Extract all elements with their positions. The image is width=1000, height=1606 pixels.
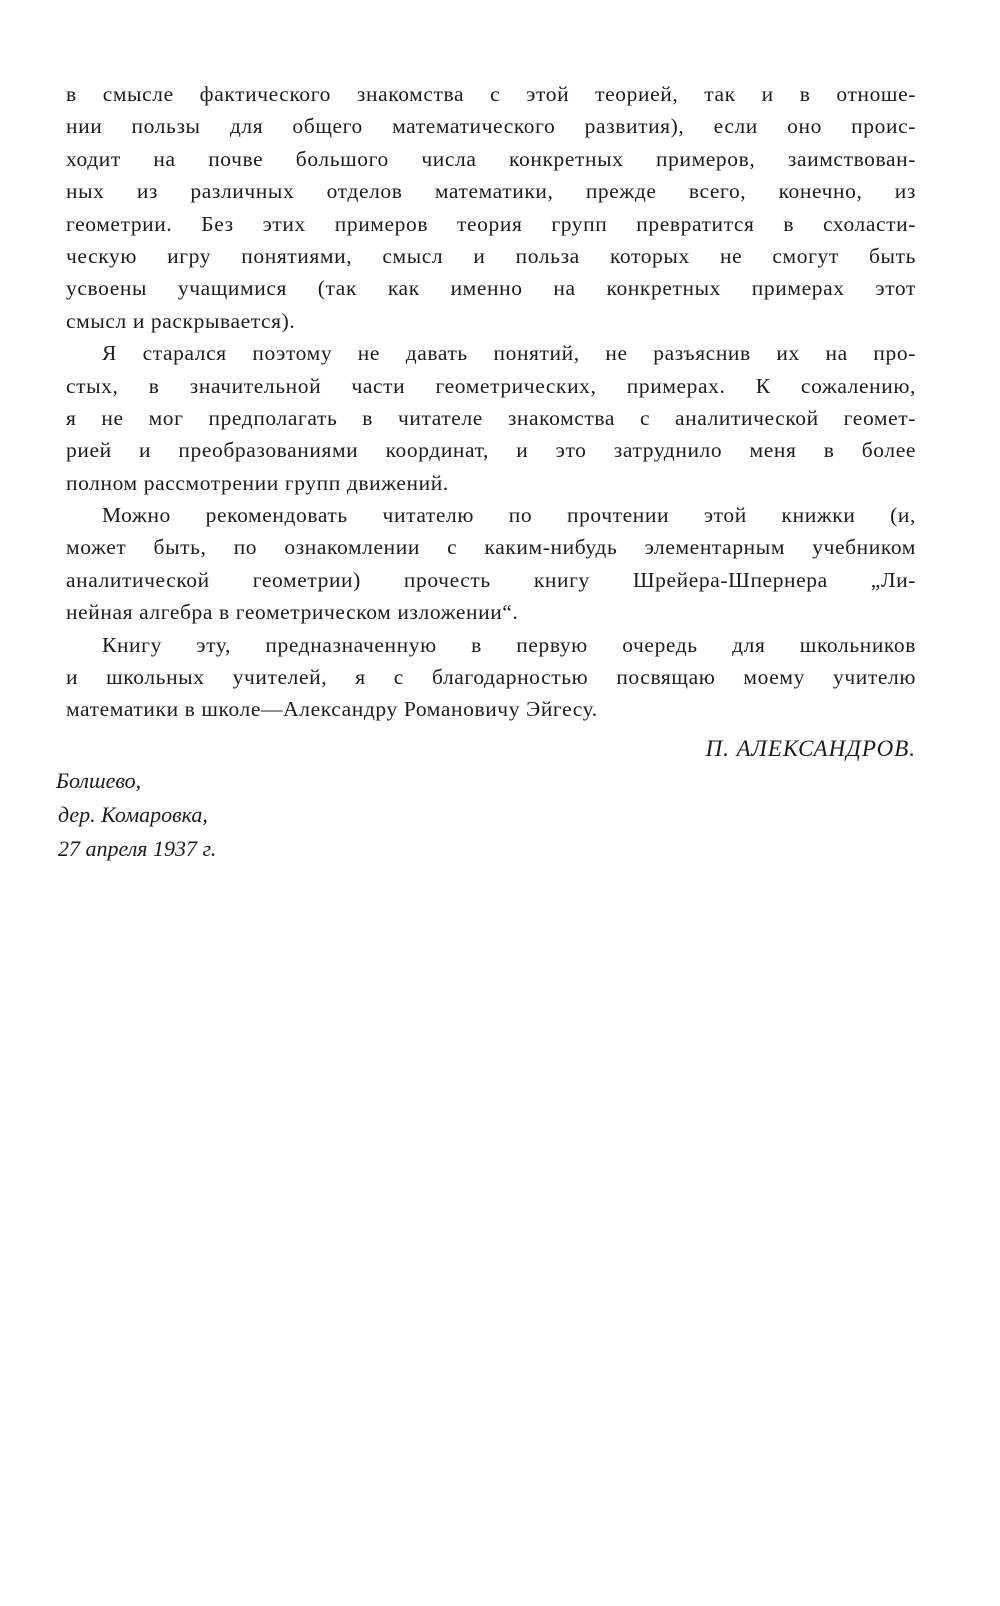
text-line: Можно рекомендовать читателю по прочтении этой книжки (и, <box>102 503 916 528</box>
text-line: рией и преобразованиями координат, и это затруднило меня в более <box>66 438 916 463</box>
text-line: ходит на почве большого числа конкретных примеров, заимствован- <box>66 146 916 171</box>
text-line: и школьных учителей, я с благодарностью посвящаю моему учителю <box>66 665 916 690</box>
text-line: ных из различных отделов математики, прежде всего, конечно, из <box>66 179 916 204</box>
preface-body <box>66 78 916 726</box>
date-line: 27 апреля 1937 г. <box>58 836 217 861</box>
text-line: усвоены учащимися (так как именно на конкретных примерах этот <box>66 276 916 301</box>
place-and-date <box>54 764 216 866</box>
text-line: геометрии. Без этих примеров теория групп превратится в схоласти- <box>66 211 916 236</box>
place-town: Болшево, <box>56 768 142 793</box>
text-line: полном рассмотрении групп движений. <box>66 470 449 495</box>
text-line: смысл и раскрывается). <box>66 308 296 333</box>
paragraph <box>66 78 916 337</box>
paragraph <box>66 337 916 499</box>
text-line: Я старался поэтому не давать понятий, не разъяснив их на про- <box>102 341 916 366</box>
text-line: аналитической геометрии) прочесть книгу Шрейера-Шпернера „Ли- <box>66 567 916 592</box>
text-line: нии пользы для общего математического развития), если оно проис- <box>66 114 916 139</box>
paragraph <box>66 499 916 629</box>
text-line: я не мог предполагать в читателе знакомства с аналитической геомет- <box>66 405 916 430</box>
text-line: Книгу эту, предназначенную в первую очередь для школьников <box>102 632 916 657</box>
paragraph <box>66 629 916 726</box>
text-line: ческую игру понятиями, смысл и польза которых не смогут быть <box>66 243 916 268</box>
text-line: в смысле фактического знакомства с этой теорией, так и в отноше- <box>66 82 916 106</box>
text-line: может быть, по ознакомлении с каким-нибудь элементарным учебником <box>66 535 916 560</box>
place-village: дер. Комаровка, <box>58 802 208 827</box>
text-line: математики в школе—Александру Романовичу Эйгесу. <box>66 697 598 722</box>
author-signature: П. АЛЕКСАНДРОВ. <box>705 736 916 761</box>
text-line: стых, в значительной части геометрических, примерах. К сожалению, <box>66 373 916 398</box>
text-line: нейная алгебра в геометрическом изложении“. <box>66 600 519 625</box>
